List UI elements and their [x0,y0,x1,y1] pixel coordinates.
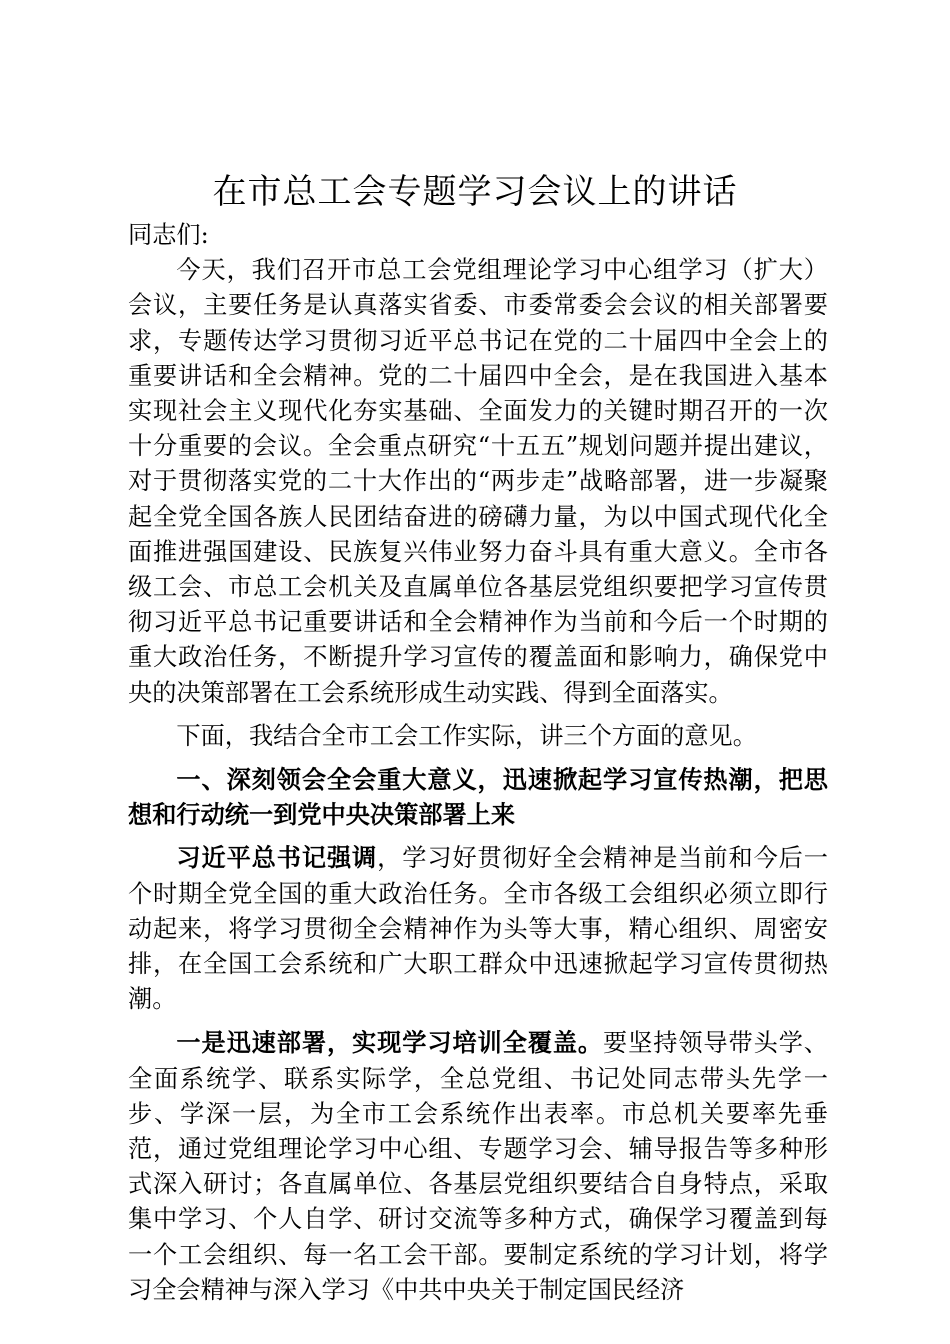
document-body [128,218,828,1308]
salutation: 同志们: [128,221,209,249]
paragraph-text: ，学习好贯彻好全会精神是当前和今后一个时期全党全国的重大政治任务。全市各级工会组织必须立即行动起来，将学习贯彻全会精神作为头等大事，精心组织、周密安排，在全国工会系统和广大职工群众中迅速掀起学习宣传贯彻热潮。 [128,844,828,1014]
paragraph-point-1 [128,1025,828,1308]
section-heading-1: 一、深刻领会全会重大意义，迅速掀起学习宣传热潮，把思想和行动统一到党中央决策部署上来 [128,765,828,830]
point-lead: 一是迅速部署，实现学习培训全覆盖。 [176,1028,604,1058]
paragraph-opening: 今天，我们召开市总工会党组理论学习中心组学习（扩大）会议，主要任务是认真落实省委、市委常委会会议的相关部署要求，专题传达学习贯彻习近平总书记在党的二十届四中全会上的重要讲话和全会精神。党的二十届四中全会，是在我国进入基本实现社会主义现代化夯实基础、全面发力的关键时期召开的一次十分重要的会议。全会重点研究“十五五”规划问题并提出建议，对于贯彻落实党的二十大作出的“两步走”战略部署，进一步凝聚起全党全国各族人民团结奋进的磅礴力量，为以中国式现代化全面推进强国建设、民族复兴伟业努力奋斗具有重大意义。全市各级工会、市总工会机关及直属单位各基层党组织要把学习宣传贯彻习近平总书记重要讲话和全会精神作为当前和今后一个时期的重大政治任务，不断提升学习宣传的覆盖面和影响力，确保党中央的决策部署在工会系统形成生动实践、得到全面落实。 [128,256,828,707]
document-title: 在市总工会专题学习会议上的讲话 [212,172,738,212]
paragraph-outline: 下面，我结合全市工会工作实际，讲三个方面的意见。 [176,721,757,750]
paragraph-lead: 习近平总书记强调 [176,843,378,873]
paragraph-text: 要坚持领导带头学、全面系统学、联系实际学，全总党组、书记处同志带头先学一步、学深一层，为全市工会系统作出表率。市总机关要率先垂范，通过党组理论学习中心组、专题学习会、辅导报告等多种形式深入研讨；各直属单位、各基层党组织要结合自身特点，采取集中学习、个人自学、研讨交流等多种方式，确保学习覆盖到每一个工会组织、每一名工会干部。要制定系统的学习计划，将学习全会精神与深入学习《中共中央关于制定国民经济 [128,1029,828,1304]
paragraph-section1-intro [128,840,828,1017]
